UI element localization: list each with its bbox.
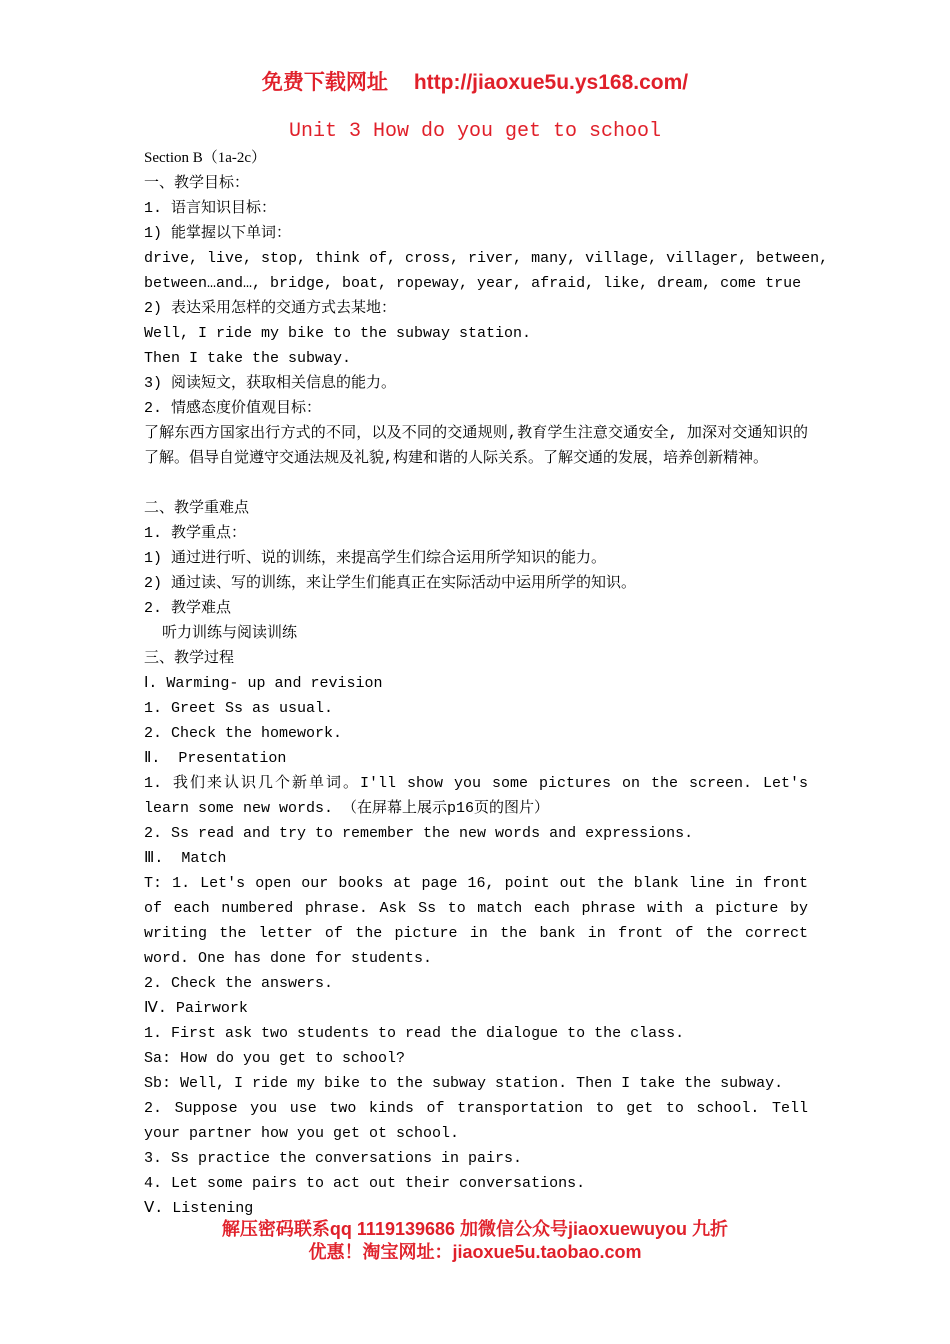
- text-line: 1. 语言知识目标：: [144, 200, 277, 217]
- text-line: 4. Let some pairs to act out their conversations.: [144, 1175, 586, 1192]
- text-line: 3. Ss practice the conversations in pairs.: [144, 1150, 523, 1167]
- text-line: 1) 通过进行听、说的训练，来提高学生们综合运用所学知识的能力。: [144, 550, 607, 567]
- text-line: 1. First ask two students to read the dialogue to the class.: [144, 1025, 685, 1042]
- text-line: 一、教学目标：: [144, 175, 250, 192]
- text-line: 1. 教学重点：: [144, 525, 247, 542]
- text-line: drive, live, stop, think of, cross, river, many, village, villager, between,: [144, 250, 829, 267]
- text-line: 3) 阅读短文，获取相关信息的能力。: [144, 375, 397, 392]
- text-line: 2) 表达采用怎样的交通方式去某地：: [144, 300, 397, 317]
- contact-footer: [0, 1218, 950, 1264]
- footer-line-2[interactable]: 优惠！淘宝网址：jiaoxue5u.taobao.com: [308, 1242, 642, 1262]
- text-line: Well, I ride my bike to the subway station.: [144, 325, 532, 342]
- text-line: 2) 通过读、写的训练，来让学生们能真正在实际活动中运用所学的知识。: [144, 575, 637, 592]
- text-line: 听力训练与阅读训练: [144, 625, 298, 642]
- header-label: 免费下载网址: [261, 71, 388, 94]
- text-line: 2. Check the answers.: [144, 975, 334, 992]
- text-line: 二、教学重难点: [144, 500, 250, 517]
- text-line: 三、教学过程: [144, 650, 235, 667]
- text-paragraph: T: 1. Let's open our books at page 16, point out the blank line in front of each numbered phrase. Ask Ss to match each phrase with a picture by writing the letter of the picture in the bank in front of the correct word. One has done for students.: [144, 875, 808, 967]
- text-paragraph: 1. 我们来认识几个新单词。I'll show you some pictures on the screen. Let's learn some new words. （在屏幕上展示p16页的图片）: [144, 775, 808, 817]
- text-line: 2. Ss read and try to remember the new words and expressions.: [144, 825, 694, 842]
- text-line: Then I take the subway.: [144, 350, 352, 367]
- text-paragraph: 了解东西方国家出行方式的不同，以及不同的交通规则,教育学生注意交通安全, 加深对交通知识的了解。倡导自觉遵守交通法规及礼貌,构建和谐的人际关系。了解交通的发展，培养创新精神。: [144, 425, 808, 467]
- header-url-link[interactable]: http://jiaoxue5u.ys168.com/: [413, 71, 689, 94]
- text-line: Ⅴ. Listening: [144, 1200, 254, 1217]
- section-heading: Section B（1a-2c）: [144, 150, 267, 166]
- text-line: 1) 能掌握以下单词：: [144, 225, 292, 242]
- text-line: Ⅲ. Match: [144, 850, 227, 867]
- text-line: 2. 教学难点: [144, 600, 232, 617]
- footer-line-1: 解压密码联系qq 1119139686 加微信公众号jiaoxuewuyou 九折: [221, 1219, 729, 1239]
- text-paragraph: 2. Suppose you use two kinds of transportation to get to school. Tell your partner how you get ot school.: [144, 1100, 808, 1142]
- text-line: Ⅰ. Warming- up and revision: [144, 675, 383, 692]
- text-line: Sa: How do you get to school?: [144, 1050, 406, 1067]
- text-line: 1. Greet Ss as usual.: [144, 700, 334, 717]
- lesson-body: [144, 146, 829, 1221]
- text-line: Ⅱ. Presentation: [144, 750, 287, 767]
- text-line: 2. 情感态度价值观目标：: [144, 400, 322, 417]
- text-line: Ⅳ. Pairwork: [144, 1000, 248, 1017]
- text-line: Sb: Well, I ride my bike to the subway station. Then I take the subway.: [144, 1075, 784, 1092]
- page-title: Unit 3 How do you get to school: [288, 120, 662, 143]
- text-line: between…and…, bridge, boat, ropeway, year, afraid, like, dream, come true: [144, 275, 802, 292]
- download-header: [0, 66, 950, 96]
- text-line: 2. Check the homework.: [144, 725, 343, 742]
